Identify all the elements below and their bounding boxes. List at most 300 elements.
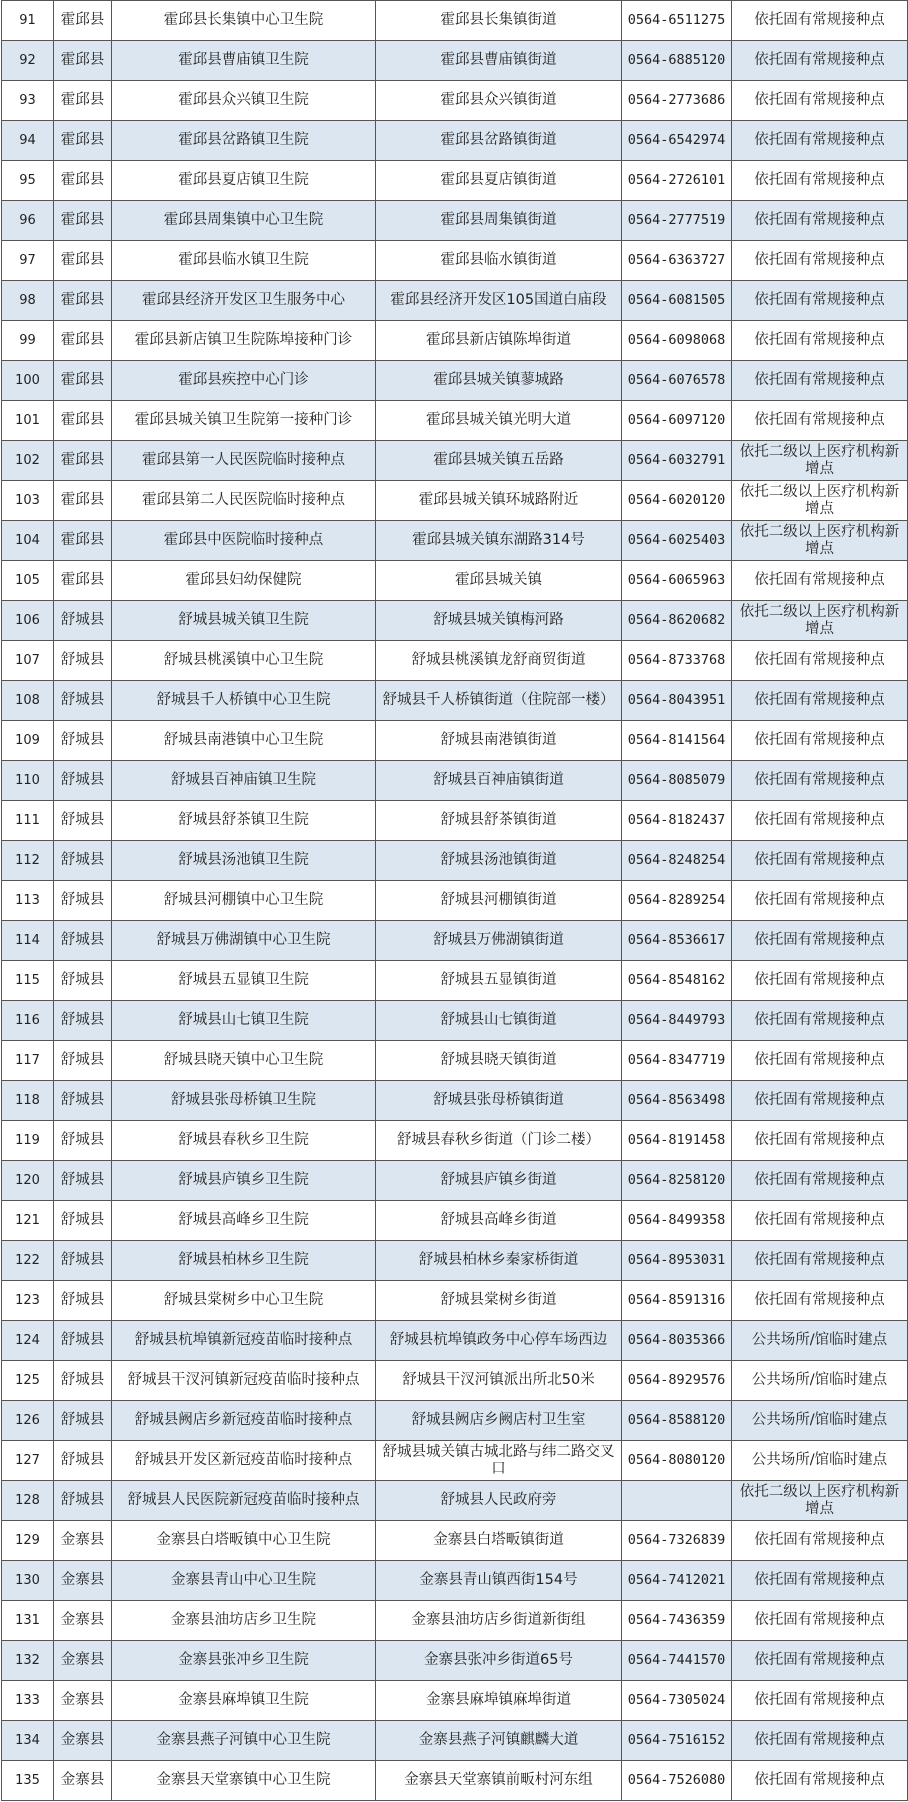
address-cell: 霍邱县长集镇街道 xyxy=(376,1,622,41)
site-type-cell: 依托固有常规接种点 xyxy=(732,1001,908,1041)
address-cell: 舒城县庐镇乡街道 xyxy=(376,1161,622,1201)
table-row xyxy=(2,321,908,361)
row-number: 105 xyxy=(2,561,54,601)
site-type-cell: 依托固有常规接种点 xyxy=(732,1241,908,1281)
vaccination-sites-table xyxy=(1,0,908,1801)
site-name-cell: 舒城县万佛湖镇中心卫生院 xyxy=(112,921,376,961)
table-row xyxy=(2,841,908,881)
site-name-cell: 霍邱县曹庙镇卫生院 xyxy=(112,41,376,81)
site-type-cell: 依托固有常规接种点 xyxy=(732,321,908,361)
row-number: 108 xyxy=(2,681,54,721)
row-number: 97 xyxy=(2,241,54,281)
table-row xyxy=(2,481,908,521)
address-cell: 舒城县汤池镇街道 xyxy=(376,841,622,881)
address-cell: 舒城县百神庙镇街道 xyxy=(376,761,622,801)
site-name-cell: 舒城县柏林乡卫生院 xyxy=(112,1241,376,1281)
site-name-cell: 舒城县开发区新冠疫苗临时接种点 xyxy=(112,1441,376,1481)
site-name-cell: 舒城县春秋乡卫生院 xyxy=(112,1121,376,1161)
county-cell: 金寨县 xyxy=(54,1761,112,1801)
table-row xyxy=(2,1561,908,1601)
site-type-cell: 依托固有常规接种点 xyxy=(732,401,908,441)
address-cell: 霍邱县岔路镇街道 xyxy=(376,121,622,161)
county-cell: 舒城县 xyxy=(54,1401,112,1441)
site-type-cell: 依托二级以上医疗机构新增点 xyxy=(732,521,908,561)
row-number: 110 xyxy=(2,761,54,801)
address-cell: 舒城县春秋乡街道（门诊二楼） xyxy=(376,1121,622,1161)
site-name-cell: 金寨县天堂寨镇中心卫生院 xyxy=(112,1761,376,1801)
row-number: 125 xyxy=(2,1361,54,1401)
phone-cell: 0564-6081505 xyxy=(622,281,732,321)
address-cell: 霍邱县城关镇 xyxy=(376,561,622,601)
phone-cell: 0564-6065963 xyxy=(622,561,732,601)
phone-cell: 0564-6025403 xyxy=(622,521,732,561)
site-type-cell: 依托固有常规接种点 xyxy=(732,881,908,921)
site-type-cell: 依托二级以上医疗机构新增点 xyxy=(732,1481,908,1521)
phone-cell: 0564-8588120 xyxy=(622,1401,732,1441)
county-cell: 舒城县 xyxy=(54,1161,112,1201)
address-cell: 霍邱县城关镇蓼城路 xyxy=(376,361,622,401)
table-row xyxy=(2,161,908,201)
county-cell: 霍邱县 xyxy=(54,401,112,441)
row-number: 103 xyxy=(2,481,54,521)
phone-cell: 0564-8499358 xyxy=(622,1201,732,1241)
site-type-cell: 依托固有常规接种点 xyxy=(732,281,908,321)
table-row xyxy=(2,1361,908,1401)
site-type-cell: 依托固有常规接种点 xyxy=(732,361,908,401)
county-cell: 舒城县 xyxy=(54,1201,112,1241)
site-name-cell: 舒城县河棚镇中心卫生院 xyxy=(112,881,376,921)
site-name-cell: 金寨县麻埠镇卫生院 xyxy=(112,1681,376,1721)
address-cell: 舒城县张母桥镇街道 xyxy=(376,1081,622,1121)
county-cell: 舒城县 xyxy=(54,1041,112,1081)
county-cell: 金寨县 xyxy=(54,1641,112,1681)
table-row xyxy=(2,641,908,681)
site-type-cell: 公共场所/馆临时建点 xyxy=(732,1401,908,1441)
county-cell: 舒城县 xyxy=(54,1481,112,1521)
row-number: 98 xyxy=(2,281,54,321)
site-type-cell: 依托固有常规接种点 xyxy=(732,1521,908,1561)
phone-cell: 0564-8085079 xyxy=(622,761,732,801)
site-type-cell: 依托固有常规接种点 xyxy=(732,1281,908,1321)
table-row xyxy=(2,721,908,761)
table-row xyxy=(2,241,908,281)
phone-cell: 0564-8035366 xyxy=(622,1321,732,1361)
site-name-cell: 霍邱县妇幼保健院 xyxy=(112,561,376,601)
row-number: 109 xyxy=(2,721,54,761)
address-cell: 金寨县张冲乡街道65号 xyxy=(376,1641,622,1681)
county-cell: 霍邱县 xyxy=(54,201,112,241)
site-name-cell: 舒城县南港镇中心卫生院 xyxy=(112,721,376,761)
address-cell: 霍邱县新店镇陈埠街道 xyxy=(376,321,622,361)
site-name-cell: 金寨县油坊店乡卫生院 xyxy=(112,1601,376,1641)
site-type-cell: 依托固有常规接种点 xyxy=(732,841,908,881)
county-cell: 舒城县 xyxy=(54,641,112,681)
phone-cell: 0564-8953031 xyxy=(622,1241,732,1281)
site-name-cell: 舒城县高峰乡卫生院 xyxy=(112,1201,376,1241)
phone-cell: 0564-6098068 xyxy=(622,321,732,361)
address-cell: 霍邱县众兴镇街道 xyxy=(376,81,622,121)
row-number: 114 xyxy=(2,921,54,961)
county-cell: 金寨县 xyxy=(54,1521,112,1561)
county-cell: 舒城县 xyxy=(54,1001,112,1041)
table-row xyxy=(2,1721,908,1761)
site-name-cell: 霍邱县众兴镇卫生院 xyxy=(112,81,376,121)
site-name-cell: 舒城县舒茶镇卫生院 xyxy=(112,801,376,841)
county-cell: 金寨县 xyxy=(54,1561,112,1601)
phone-cell: 0564-7526080 xyxy=(622,1761,732,1801)
county-cell: 霍邱县 xyxy=(54,1,112,41)
table-row xyxy=(2,201,908,241)
row-number: 95 xyxy=(2,161,54,201)
site-type-cell: 依托固有常规接种点 xyxy=(732,1601,908,1641)
table-row xyxy=(2,681,908,721)
site-name-cell: 舒城县汤池镇卫生院 xyxy=(112,841,376,881)
site-type-cell: 依托固有常规接种点 xyxy=(732,1,908,41)
row-number: 128 xyxy=(2,1481,54,1521)
phone-cell: 0564-8043951 xyxy=(622,681,732,721)
county-cell: 霍邱县 xyxy=(54,121,112,161)
site-name-cell: 舒城县桃溪镇中心卫生院 xyxy=(112,641,376,681)
address-cell: 霍邱县城关镇五岳路 xyxy=(376,441,622,481)
phone-cell: 0564-8591316 xyxy=(622,1281,732,1321)
site-type-cell: 公共场所/馆临时建点 xyxy=(732,1361,908,1401)
address-cell: 舒城县人民政府旁 xyxy=(376,1481,622,1521)
phone-cell: 0564-8258120 xyxy=(622,1161,732,1201)
address-cell: 霍邱县城关镇光明大道 xyxy=(376,401,622,441)
row-number: 113 xyxy=(2,881,54,921)
table-row xyxy=(2,761,908,801)
table-row xyxy=(2,1001,908,1041)
county-cell: 霍邱县 xyxy=(54,441,112,481)
table-row xyxy=(2,1281,908,1321)
site-type-cell: 依托固有常规接种点 xyxy=(732,761,908,801)
site-name-cell: 霍邱县第一人民医院临时接种点 xyxy=(112,441,376,481)
row-number: 102 xyxy=(2,441,54,481)
site-type-cell: 依托二级以上医疗机构新增点 xyxy=(732,481,908,521)
address-cell: 舒城县城关镇古城北路与纬二路交叉口 xyxy=(376,1441,622,1481)
site-type-cell: 依托固有常规接种点 xyxy=(732,641,908,681)
site-type-cell: 依托固有常规接种点 xyxy=(732,561,908,601)
phone-cell: 0564-8080120 xyxy=(622,1441,732,1481)
site-name-cell: 霍邱县第二人民医院临时接种点 xyxy=(112,481,376,521)
county-cell: 舒城县 xyxy=(54,1081,112,1121)
county-cell: 霍邱县 xyxy=(54,521,112,561)
address-cell: 舒城县城关镇梅河路 xyxy=(376,601,622,641)
phone-cell: 0564-8141564 xyxy=(622,721,732,761)
table-row xyxy=(2,1041,908,1081)
address-cell: 舒城县阙店乡阙店村卫生室 xyxy=(376,1401,622,1441)
table-row xyxy=(2,921,908,961)
address-cell: 舒城县千人桥镇街道（住院部一楼） xyxy=(376,681,622,721)
site-type-cell: 依托固有常规接种点 xyxy=(732,41,908,81)
county-cell: 舒城县 xyxy=(54,881,112,921)
county-cell: 舒城县 xyxy=(54,801,112,841)
site-name-cell: 舒城县城关镇卫生院 xyxy=(112,601,376,641)
address-cell: 舒城县山七镇街道 xyxy=(376,1001,622,1041)
phone-cell: 0564-2777519 xyxy=(622,201,732,241)
phone-cell: 0564-8182437 xyxy=(622,801,732,841)
site-name-cell: 霍邱县岔路镇卫生院 xyxy=(112,121,376,161)
phone-cell: 0564-6076578 xyxy=(622,361,732,401)
address-cell: 舒城县杭埠镇政务中心停车场西边 xyxy=(376,1321,622,1361)
table-row xyxy=(2,81,908,121)
county-cell: 舒城县 xyxy=(54,841,112,881)
address-cell: 霍邱县城关镇东湖路314号 xyxy=(376,521,622,561)
address-cell: 舒城县舒茶镇街道 xyxy=(376,801,622,841)
site-name-cell: 金寨县青山中心卫生院 xyxy=(112,1561,376,1601)
table-row xyxy=(2,1441,908,1481)
county-cell: 舒城县 xyxy=(54,1281,112,1321)
row-number: 117 xyxy=(2,1041,54,1081)
site-name-cell: 金寨县燕子河镇中心卫生院 xyxy=(112,1721,376,1761)
site-type-cell: 依托二级以上医疗机构新增点 xyxy=(732,441,908,481)
table-row xyxy=(2,1641,908,1681)
site-name-cell: 霍邱县中医院临时接种点 xyxy=(112,521,376,561)
phone-cell: 0564-8536617 xyxy=(622,921,732,961)
site-name-cell: 舒城县杭埠镇新冠疫苗临时接种点 xyxy=(112,1321,376,1361)
site-type-cell: 公共场所/馆临时建点 xyxy=(732,1321,908,1361)
table-row xyxy=(2,1201,908,1241)
site-name-cell: 舒城县千人桥镇中心卫生院 xyxy=(112,681,376,721)
table-row xyxy=(2,561,908,601)
row-number: 106 xyxy=(2,601,54,641)
site-type-cell: 依托固有常规接种点 xyxy=(732,1201,908,1241)
county-cell: 舒城县 xyxy=(54,1321,112,1361)
table-row xyxy=(2,361,908,401)
address-cell: 舒城县柏林乡秦家桥街道 xyxy=(376,1241,622,1281)
row-number: 116 xyxy=(2,1001,54,1041)
phone-cell: 0564-6020120 xyxy=(622,481,732,521)
phone-cell: 0564-8733768 xyxy=(622,641,732,681)
county-cell: 舒城县 xyxy=(54,921,112,961)
site-name-cell: 霍邱县临水镇卫生院 xyxy=(112,241,376,281)
phone-cell: 0564-2726101 xyxy=(622,161,732,201)
county-cell: 霍邱县 xyxy=(54,241,112,281)
site-type-cell: 依托固有常规接种点 xyxy=(732,1681,908,1721)
address-cell: 舒城县河棚镇街道 xyxy=(376,881,622,921)
table-row xyxy=(2,801,908,841)
site-name-cell: 霍邱县周集镇中心卫生院 xyxy=(112,201,376,241)
phone-cell: 0564-8449793 xyxy=(622,1001,732,1041)
phone-cell: 0564-8563498 xyxy=(622,1081,732,1121)
phone-cell: 0564-6511275 xyxy=(622,1,732,41)
site-name-cell: 舒城县山七镇卫生院 xyxy=(112,1001,376,1041)
county-cell: 金寨县 xyxy=(54,1681,112,1721)
row-number: 94 xyxy=(2,121,54,161)
row-number: 120 xyxy=(2,1161,54,1201)
county-cell: 霍邱县 xyxy=(54,41,112,81)
site-name-cell: 霍邱县经济开发区卫生服务中心 xyxy=(112,281,376,321)
address-cell: 舒城县高峰乡街道 xyxy=(376,1201,622,1241)
phone-cell: 0564-2773686 xyxy=(622,81,732,121)
table-row xyxy=(2,1081,908,1121)
table-row xyxy=(2,601,908,641)
row-number: 96 xyxy=(2,201,54,241)
row-number: 129 xyxy=(2,1521,54,1561)
address-cell: 霍邱县曹庙镇街道 xyxy=(376,41,622,81)
address-cell: 霍邱县临水镇街道 xyxy=(376,241,622,281)
site-name-cell: 霍邱县夏店镇卫生院 xyxy=(112,161,376,201)
address-cell: 舒城县南港镇街道 xyxy=(376,721,622,761)
table-row xyxy=(2,1161,908,1201)
county-cell: 舒城县 xyxy=(54,721,112,761)
county-cell: 舒城县 xyxy=(54,1241,112,1281)
site-name-cell: 舒城县百神庙镇卫生院 xyxy=(112,761,376,801)
row-number: 124 xyxy=(2,1321,54,1361)
phone-cell xyxy=(622,1481,732,1521)
site-name-cell: 舒城县人民医院新冠疫苗临时接种点 xyxy=(112,1481,376,1521)
site-type-cell: 依托固有常规接种点 xyxy=(732,1561,908,1601)
row-number: 115 xyxy=(2,961,54,1001)
address-cell: 舒城县晓天镇街道 xyxy=(376,1041,622,1081)
site-name-cell: 舒城县棠树乡中心卫生院 xyxy=(112,1281,376,1321)
row-number: 130 xyxy=(2,1561,54,1601)
county-cell: 金寨县 xyxy=(54,1601,112,1641)
phone-cell: 0564-6885120 xyxy=(622,41,732,81)
phone-cell: 0564-6542974 xyxy=(622,121,732,161)
table-row xyxy=(2,1401,908,1441)
site-name-cell: 舒城县五显镇卫生院 xyxy=(112,961,376,1001)
row-number: 92 xyxy=(2,41,54,81)
row-number: 101 xyxy=(2,401,54,441)
phone-cell: 0564-6363727 xyxy=(622,241,732,281)
site-type-cell: 依托固有常规接种点 xyxy=(732,721,908,761)
phone-cell: 0564-8191458 xyxy=(622,1121,732,1161)
site-type-cell: 依托固有常规接种点 xyxy=(732,1081,908,1121)
phone-cell: 0564-7305024 xyxy=(622,1681,732,1721)
phone-cell: 0564-7516152 xyxy=(622,1721,732,1761)
address-cell: 霍邱县夏店镇街道 xyxy=(376,161,622,201)
site-type-cell: 依托固有常规接种点 xyxy=(732,801,908,841)
site-name-cell: 霍邱县疾控中心门诊 xyxy=(112,361,376,401)
phone-cell: 0564-8289254 xyxy=(622,881,732,921)
county-cell: 霍邱县 xyxy=(54,361,112,401)
table-row xyxy=(2,961,908,1001)
table-row xyxy=(2,1601,908,1641)
table-row xyxy=(2,1241,908,1281)
county-cell: 霍邱县 xyxy=(54,281,112,321)
site-type-cell: 依托二级以上医疗机构新增点 xyxy=(732,601,908,641)
county-cell: 霍邱县 xyxy=(54,81,112,121)
phone-cell: 0564-6032791 xyxy=(622,441,732,481)
site-type-cell: 依托固有常规接种点 xyxy=(732,961,908,1001)
site-type-cell: 依托固有常规接种点 xyxy=(732,1161,908,1201)
site-type-cell: 依托固有常规接种点 xyxy=(732,1761,908,1801)
county-cell: 舒城县 xyxy=(54,1121,112,1161)
phone-cell: 0564-8929576 xyxy=(622,1361,732,1401)
table-row xyxy=(2,1,908,41)
phone-cell: 0564-8620682 xyxy=(622,601,732,641)
site-name-cell: 金寨县白塔畈镇中心卫生院 xyxy=(112,1521,376,1561)
county-cell: 霍邱县 xyxy=(54,561,112,601)
address-cell: 霍邱县城关镇环城路附近 xyxy=(376,481,622,521)
row-number: 99 xyxy=(2,321,54,361)
phone-cell: 0564-7436359 xyxy=(622,1601,732,1641)
site-name-cell: 霍邱县新店镇卫生院陈埠接种门诊 xyxy=(112,321,376,361)
site-name-cell: 霍邱县城关镇卫生院第一接种门诊 xyxy=(112,401,376,441)
row-number: 131 xyxy=(2,1601,54,1641)
county-cell: 霍邱县 xyxy=(54,161,112,201)
site-name-cell: 舒城县晓天镇中心卫生院 xyxy=(112,1041,376,1081)
county-cell: 舒城县 xyxy=(54,761,112,801)
phone-cell: 0564-7441570 xyxy=(622,1641,732,1681)
phone-cell: 0564-6097120 xyxy=(622,401,732,441)
site-type-cell: 依托固有常规接种点 xyxy=(732,1641,908,1681)
county-cell: 霍邱县 xyxy=(54,321,112,361)
county-cell: 舒城县 xyxy=(54,1441,112,1481)
site-name-cell: 舒城县干汊河镇新冠疫苗临时接种点 xyxy=(112,1361,376,1401)
site-type-cell: 依托固有常规接种点 xyxy=(732,201,908,241)
site-type-cell: 依托固有常规接种点 xyxy=(732,681,908,721)
table-row xyxy=(2,1681,908,1721)
row-number: 126 xyxy=(2,1401,54,1441)
table-row xyxy=(2,41,908,81)
row-number: 91 xyxy=(2,1,54,41)
phone-cell: 0564-7412021 xyxy=(622,1561,732,1601)
row-number: 100 xyxy=(2,361,54,401)
row-number: 104 xyxy=(2,521,54,561)
row-number: 121 xyxy=(2,1201,54,1241)
table-row xyxy=(2,121,908,161)
site-type-cell: 依托固有常规接种点 xyxy=(732,1121,908,1161)
row-number: 118 xyxy=(2,1081,54,1121)
site-type-cell: 依托固有常规接种点 xyxy=(732,1041,908,1081)
phone-cell: 0564-8347719 xyxy=(622,1041,732,1081)
phone-cell: 0564-8548162 xyxy=(622,961,732,1001)
address-cell: 金寨县白塔畈镇街道 xyxy=(376,1521,622,1561)
county-cell: 舒城县 xyxy=(54,601,112,641)
county-cell: 舒城县 xyxy=(54,681,112,721)
table-row xyxy=(2,401,908,441)
row-number: 122 xyxy=(2,1241,54,1281)
address-cell: 金寨县天堂寨镇前畈村河东组 xyxy=(376,1761,622,1801)
county-cell: 霍邱县 xyxy=(54,481,112,521)
address-cell: 舒城县万佛湖镇街道 xyxy=(376,921,622,961)
table-row xyxy=(2,1521,908,1561)
county-cell: 舒城县 xyxy=(54,961,112,1001)
address-cell: 舒城县干汊河镇派出所北50米 xyxy=(376,1361,622,1401)
site-type-cell: 依托固有常规接种点 xyxy=(732,241,908,281)
site-type-cell: 依托固有常规接种点 xyxy=(732,81,908,121)
table-row xyxy=(2,1121,908,1161)
address-cell: 金寨县燕子河镇麒麟大道 xyxy=(376,1721,622,1761)
row-number: 93 xyxy=(2,81,54,121)
site-type-cell: 依托固有常规接种点 xyxy=(732,1721,908,1761)
county-cell: 舒城县 xyxy=(54,1361,112,1401)
site-name-cell: 舒城县阙店乡新冠疫苗临时接种点 xyxy=(112,1401,376,1441)
row-number: 134 xyxy=(2,1721,54,1761)
table-row xyxy=(2,1481,908,1521)
site-type-cell: 依托固有常规接种点 xyxy=(732,121,908,161)
row-number: 132 xyxy=(2,1641,54,1681)
address-cell: 金寨县青山镇西街154号 xyxy=(376,1561,622,1601)
row-number: 111 xyxy=(2,801,54,841)
phone-cell: 0564-8248254 xyxy=(622,841,732,881)
table-body xyxy=(2,1,908,1801)
site-name-cell: 霍邱县长集镇中心卫生院 xyxy=(112,1,376,41)
site-name-cell: 舒城县张母桥镇卫生院 xyxy=(112,1081,376,1121)
row-number: 135 xyxy=(2,1761,54,1801)
address-cell: 金寨县油坊店乡街道新街组 xyxy=(376,1601,622,1641)
row-number: 107 xyxy=(2,641,54,681)
address-cell: 舒城县五显镇街道 xyxy=(376,961,622,1001)
site-name-cell: 舒城县庐镇乡卫生院 xyxy=(112,1161,376,1201)
phone-cell: 0564-7326839 xyxy=(622,1521,732,1561)
table-row xyxy=(2,441,908,481)
address-cell: 霍邱县周集镇街道 xyxy=(376,201,622,241)
row-number: 123 xyxy=(2,1281,54,1321)
table-row xyxy=(2,521,908,561)
